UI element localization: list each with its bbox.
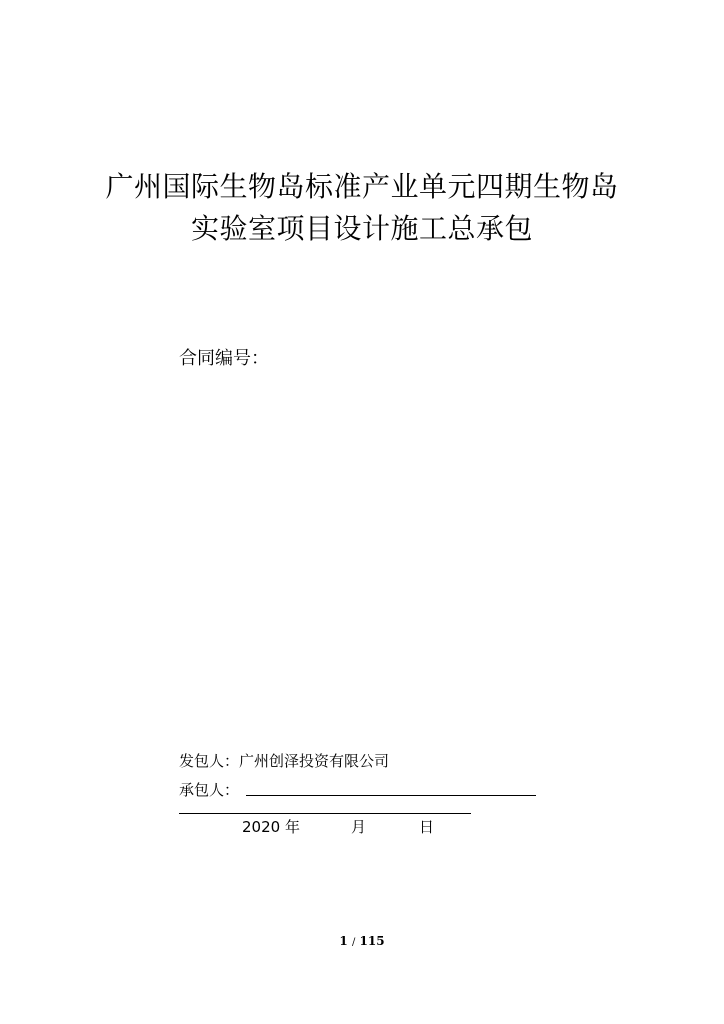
contractor-label: 承包人：: [179, 781, 240, 799]
contractor-signature-line: [246, 795, 536, 796]
page-current: 1: [339, 934, 348, 948]
date-month: 月: [351, 818, 367, 836]
date-year: 2020 年: [242, 818, 300, 836]
page-total: 115: [359, 934, 385, 948]
contractor-row: [179, 780, 239, 800]
page-separator: /: [351, 937, 356, 948]
page-number: [0, 933, 724, 951]
employer-label: 发包人：: [179, 752, 240, 770]
employer-row: [179, 751, 389, 771]
contract-number-label: 合同编号：: [179, 348, 269, 369]
document-title-line-1: 广州国际生物岛标准产业单元四期生物岛: [105, 170, 619, 203]
employer-name: 广州创泽投资有限公司: [239, 752, 390, 770]
document-title-line-2: 实验室项目设计施工总承包: [190, 212, 533, 245]
second-signature-line: [179, 813, 471, 814]
date-day: 日: [419, 818, 435, 836]
